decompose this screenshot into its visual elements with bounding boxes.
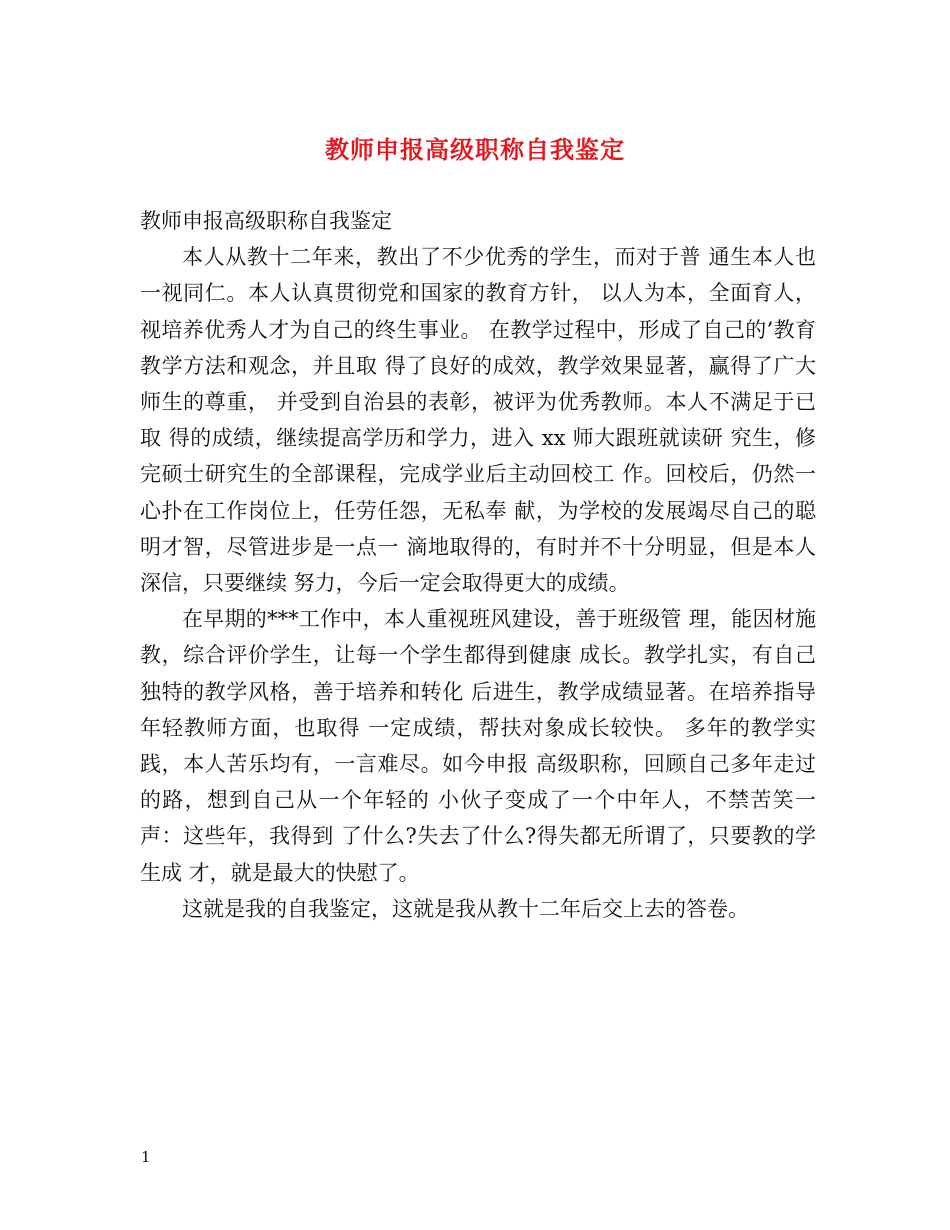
document-title: 教师申报高级职称自我鉴定 [325,135,625,164]
paragraph-1: 本人从教十二年来，教出了不少优秀的学生，而对于普 通生本人也一视同仁。本人认真贯彻党和国家的教育方针， 以人为本，全面育人，视培养优秀人才为自己的终生事业。 在教学过程中，形成了自己的’教育教学方法和观念，并且取 得了良好的成效，教学效果显著，赢得了广大师生的尊重， 并受到自治县的表彰，被评为优秀教师。本人不满足于已取 得的成绩，继续提高学历和学力，进入 xx 师大跟班就读研 究生，修完硕士研究生的全部课程，完成学业后主动回校工 作。回校后，仍然一心扑在工作岗位上，任劳任怨，无私奉 献，为学校的发展竭尽自己的聪明才智，尽管进步是一点一 滴地取得的，有时并不十分明显，但是本人深信，只要继续 努力，今后一定会取得更大的成绩。 [140,245,816,596]
page-number: 1 [141,1148,151,1166]
paragraph-3: 这就是我的自我鉴定，这就是我从教十二年后交上去的答卷。 [182,896,749,921]
paragraph-2: 在早期的***工作中，本人重视班风建设，善于班级管 理，能因材施教，综合评价学生，让每一个学生都得到健康 成长。教学扎实，有自己独特的教学风格，善于培养和转化 后进生，教学成绩显著。在培养指导年轻教师方面，也取得 一定成绩，帮扶对象成长较快。 多年的教学实践，本人苦乐均有，一言难尽。如今申报 高级职称，回顾自己多年走过的路，想到自己从一个年轻的 小伙子变成了一个中年人，不禁苦笑一声：这些年，我得到 了什么?失去了什么?得失都无所谓了，只要教的学生成 才，就是最大的快慰了。 [140,607,816,885]
document-subtitle: 教师申报高级职称自我鉴定 [140,209,392,233]
document-body [140,203,816,927]
